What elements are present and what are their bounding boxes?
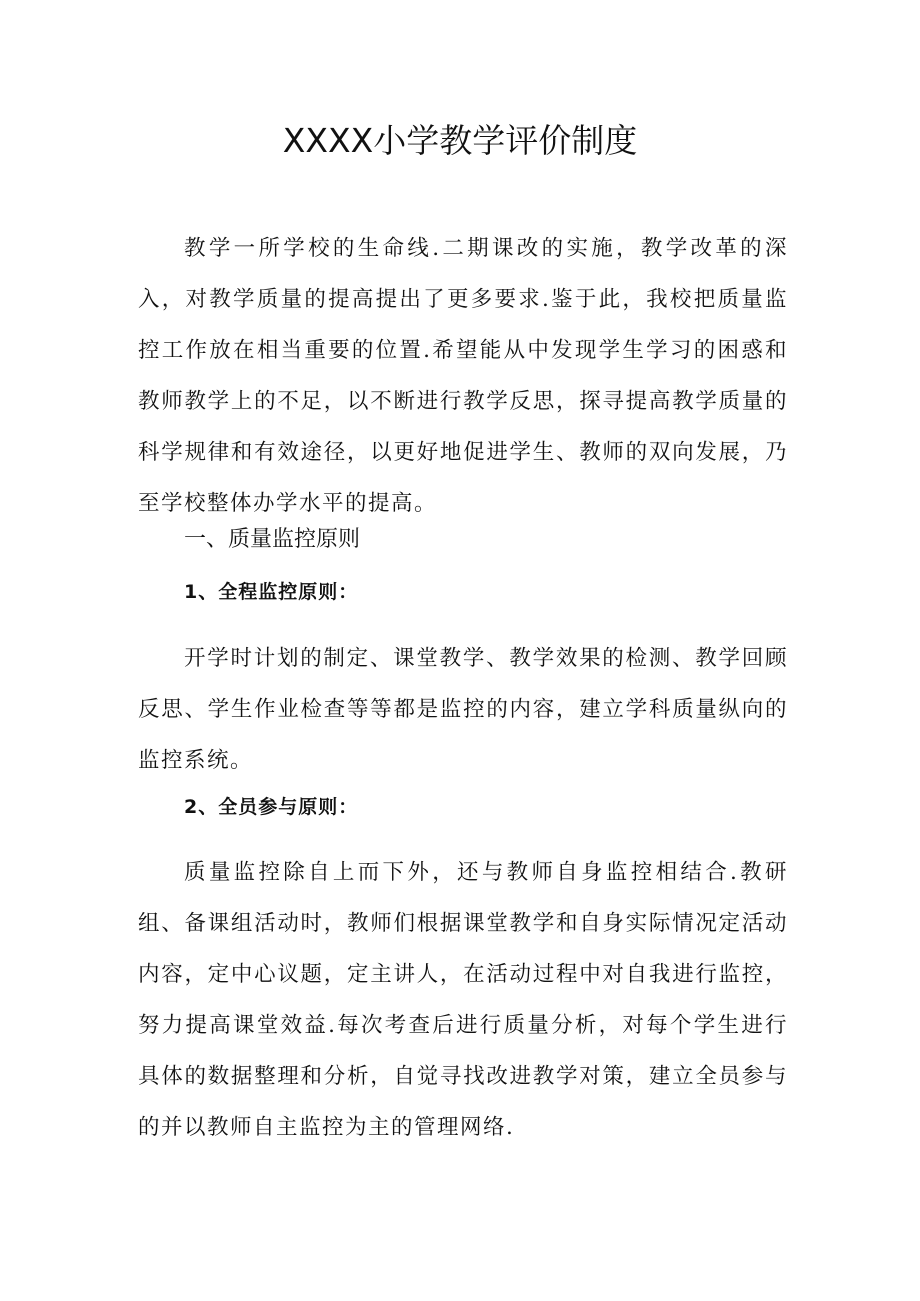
section-heading-quality-monitoring: 一、质量监控原则 (184, 527, 361, 552)
document-title: XXXX小学教学评价制度 (282, 121, 638, 160)
intro-paragraph: 教学一所学校的生命线.二期课改的实施，教学改革的深入，对教学质量的提高提出了更多要求.鉴于此，我校把质量监控工作放在相当重要的位置.希望能从中发现学生学习的困惑和教师教学上的不足，以不断进行教学反思，探寻提高教学质量的科学规律和有效途径，以更好地促进学生、教师的双向发展，乃至学校整体办学水平的提高。 (138, 236, 788, 516)
subheading-full-participation: 2、全员参与原则： (184, 796, 359, 818)
full-process-monitoring-paragraph: 开学时计划的制定、课堂教学、教学效果的检测、教学回顾反思、学生作业检查等等都是监控的内容，建立学科质量纵向的监控系统。 (138, 646, 788, 773)
subheading-full-process-monitoring: 1、全程监控原则： (184, 581, 359, 603)
full-participation-paragraph: 质量监控除自上而下外，还与教师自身监控相结合.教研组、备课组活动时，教师们根据课堂教学和自身实际情况定活动内容，定中心议题，定主讲人，在活动过程中对自我进行监控，努力提高课堂效益.每次考查后进行质量分析，对每个学生进行具体的数据整理和分析，自觉寻找改进教学对策，建立全员参与的并以教师自主监控为主的管理网络. (138, 860, 788, 1140)
